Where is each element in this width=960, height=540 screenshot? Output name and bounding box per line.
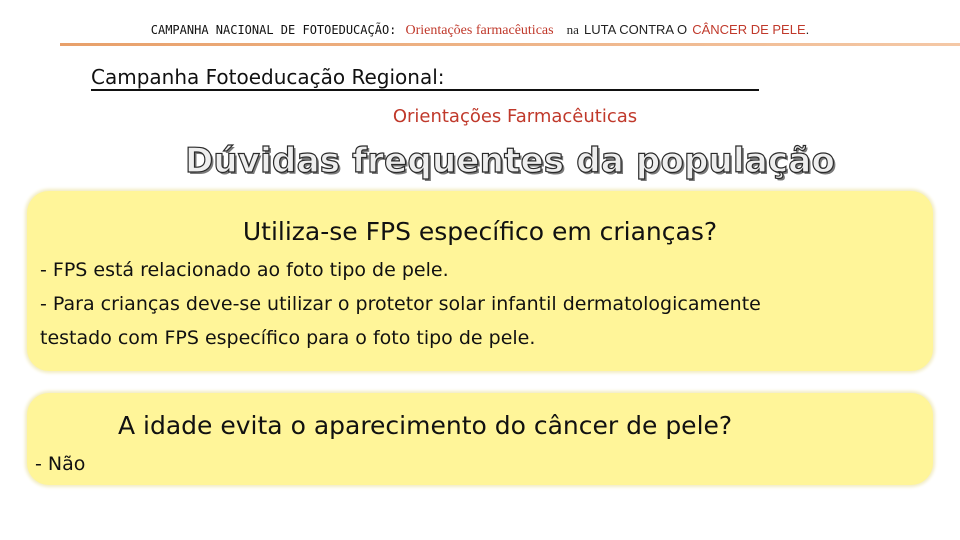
regional-underline [91,89,759,91]
faq-question-2: A idade evita o aparecimento do câncer de pele? [118,411,733,440]
page-header [0,19,960,39]
faq-answer-2-line-1: - Não [35,453,86,475]
faq-answer-1-line-1: - FPS está relacionado ao foto tipo de pele. [40,259,449,281]
header-rule [60,43,960,46]
header-period: . [805,22,810,37]
header-campaign: CAMPANHA NACIONAL DE FOTOEDUCAÇÃO: [150,23,397,37]
header-topic: Orientações farmacêuticas [405,23,554,38]
subtitle: Orientações Farmacêuticas [392,106,638,127]
regional-label: Campanha Fotoeducação Regional: [91,65,445,89]
faq-answer-1-line-3: testado com FPS específico para o foto tipo de pele. [40,327,536,349]
header-luta: LUTA CONTRA O [584,22,688,37]
header-cancer: CÂNCER DE PELE [692,22,806,37]
header-na: na [566,22,579,37]
main-title: Dúvidas frequentes da população [184,141,836,181]
faq-question-1: Utiliza-se FPS específico em crianças? [242,217,718,246]
faq-answer-1-line-2: - Para crianças deve-se utilizar o protetor solar infantil dermatologicamente [40,293,761,315]
